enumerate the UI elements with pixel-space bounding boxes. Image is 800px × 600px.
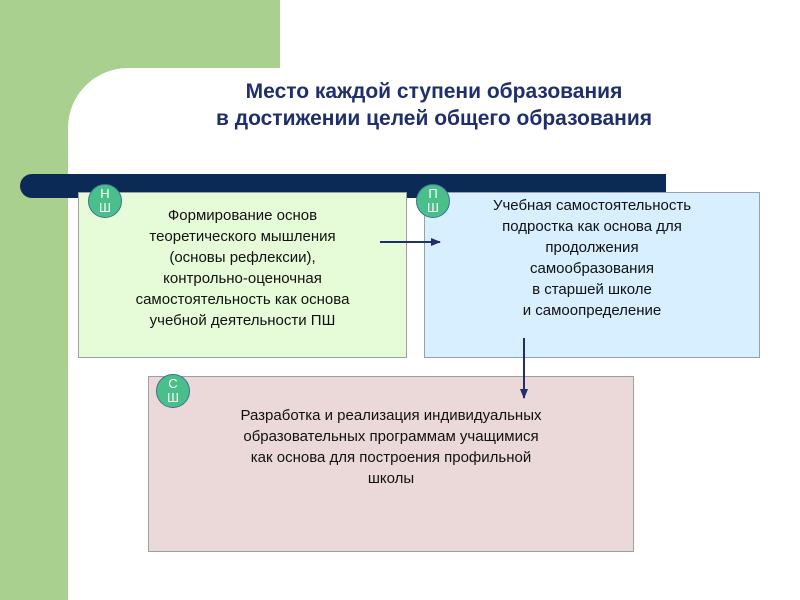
badge-letter: Н [100,186,110,201]
badge-letter: П [428,186,438,201]
text-line: образовательных программам учащимися [243,428,539,445]
text-line: учебной деятельности ПШ [149,312,336,329]
text-line: школы [367,470,415,487]
text-line: теоретического мышления [149,228,336,245]
text-line: и самоопределение [522,302,662,319]
badge-ns [88,184,122,218]
badge-letter: Ш [427,200,439,215]
title-line-1: Место каждой ступени образования [245,80,623,103]
text-line: как основа для построения профильной [250,449,532,466]
title-line-2: в достижении целей общего образования [216,107,652,130]
text-line: самостоятельность как основа [135,291,350,308]
badge-letter: Ш [99,200,111,215]
text-line: Учебная самостоятельность [492,197,692,214]
text-line: Формирование основ [167,207,318,224]
text-line: (основы рефлексии), [169,249,316,266]
text-line: самообразования [530,260,654,277]
text-line: контрольно-оценочная [163,270,322,287]
badge-ps [416,184,450,218]
text-line: в старшей школе [532,281,652,298]
badge-ss [156,374,190,408]
badge-letter: Ш [167,390,179,405]
text-line: Разработка и реализация индивидуальных [240,407,542,424]
text-line: подростка как основа для [502,218,682,235]
badge-letter: С [168,376,178,391]
text-line: продолжения [545,239,639,256]
